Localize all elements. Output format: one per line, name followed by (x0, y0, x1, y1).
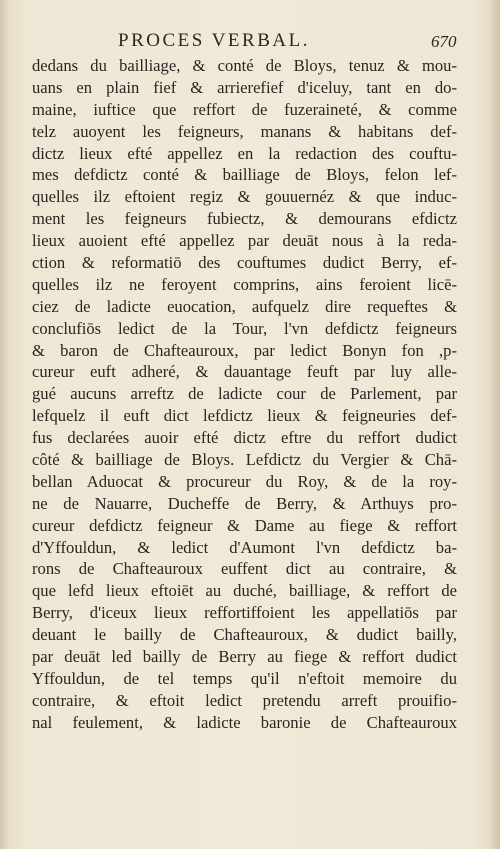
text-line: gué aucuns arreftz de ladicte cour de Parlement, par (32, 384, 457, 404)
text-line: d'Yffouldun, & ledict d'Aumont l'vn defdictz ba- (32, 537, 457, 557)
text-line: dictz lieux efté appellez en la redaction des couftu- (32, 143, 457, 163)
text-line: conclufiōs ledict de la Tour, l'vn defdictz feigneurs (32, 318, 457, 338)
text-line: Yffouldun, de tel temps qu'il n'eftoit memoire du (32, 668, 457, 688)
text-line: cureur defdictz feigneur & Dame au fiege & reffort (32, 515, 457, 535)
text-line: nal feulement, & ladicte baronie de Chafteauroux (32, 712, 457, 732)
text-line: quelles ilz eftoient regiz & gouuernéz & que induc- (32, 187, 457, 207)
body-text (32, 55, 457, 734)
running-title: PROCES VERBAL. (118, 30, 310, 51)
text-line: ment les feigneurs fubiectz, & demourans efdictz (32, 209, 457, 229)
page-header (0, 30, 500, 54)
text-line: contraire, & eftoit ledict pretendu arreft prouifio- (32, 690, 457, 710)
text-line: par deuāt led bailly de Berry au fiege & reffort dudict (32, 647, 457, 667)
text-line: rons de Chafteauroux euffent dict au contraire, & (32, 559, 457, 579)
page-gutter-shadow (0, 0, 10, 849)
page-edge-shadow (488, 0, 500, 849)
text-line: & baron de Chafteauroux, par ledict Bonyn fon ,p- (32, 340, 457, 360)
text-line: deuant le bailly de Chafteauroux, & dudict bailly, (32, 625, 457, 645)
text-line: fus declarées auoir efté dictz eftre du reffort dudict (32, 428, 457, 448)
text-line: Berry, d'iceux lieux reffortiffoient les appellatiōs par (32, 603, 457, 623)
text-line: cureur euft adheré, & dauantage feuft par luy alle- (32, 362, 457, 382)
text-line: côté & bailliage de Bloys. Lefdictz du Vergier & Chā- (32, 450, 457, 470)
text-line: ciez de ladicte euocation, aufquelz dire requeftes & (32, 296, 457, 316)
text-line: lieux auoient efté appellez par deuāt nous à la reda- (32, 231, 457, 251)
text-line: que lefd lieux eftoiēt au duché, bailliage, & reffort de (32, 581, 457, 601)
text-line: telz auoyent les feigneurs, manans & habitans def- (32, 121, 457, 141)
page-number: 670 (431, 32, 457, 51)
text-line: lefquelz il euft dict lefdictz lieux & feigneuries def- (32, 406, 457, 426)
text-line: ction & reformatiō des couftumes dudict Berry, ef- (32, 253, 457, 273)
text-line: dedans du bailliage, & conté de Bloys, tenuz & mou- (32, 56, 457, 75)
text-line: mes defdictz conté & bailliage de Bloys, felon lef- (32, 165, 457, 185)
text-line: quelles ilz ne feroyent comprins, ains feroient licē- (32, 274, 457, 294)
text-line: maine, iuftice que reffort de fuzeraineté, & comme (32, 99, 457, 119)
text-line: ne de Nauarre, Ducheffe de Berry, & Arthuys pro- (32, 493, 457, 513)
text-line: bellan Aduocat & procureur du Roy, & de la roy- (32, 471, 457, 491)
text-line: uans en plain fief & arrierefief d'iceluy, tant en do- (32, 77, 457, 97)
